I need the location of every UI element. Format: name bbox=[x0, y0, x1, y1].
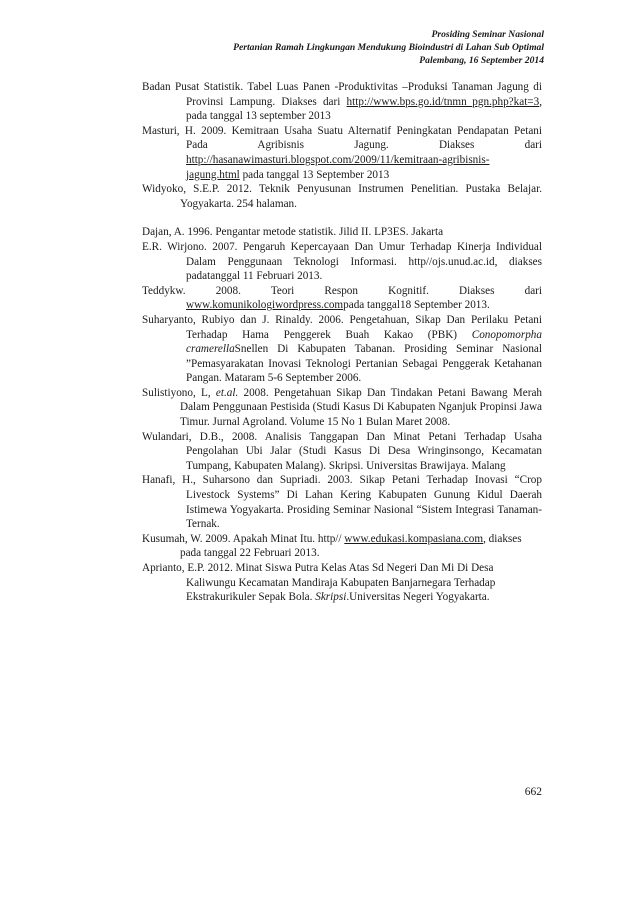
running-header bbox=[233, 28, 544, 67]
reference-item: Sulistiyono, L, et.al. 2008. Pengetahuan Sikap Dan Tindakan Petani Bawang Merah Dalam Penggunaan Pestisida (Studi Kasus Di Kabupaten Nganjuk Propinsi Jawa Timur. Jurnal Agroland. Volume 15 No 1 Bulan Maret 2008. bbox=[142, 386, 543, 429]
reference-item: Kusumah, W. 2009. Apakah Minat Itu. http// www.edukasi.kompasiana.com, diakses pada tanggal 22 Februari 2013. bbox=[142, 532, 522, 560]
header-subtitle: Pertanian Ramah Lingkungan Mendukung Bioindustri di Lahan Sub Optimal bbox=[233, 42, 544, 53]
reference-link[interactable]: http://www.bps.go.id/tnmn_pgn.php?kat=3 bbox=[346, 95, 540, 108]
reference-item: Widyoko, S.E.P. 2012. Teknik Penyusunan Instrumen Penelitian. Pustaka Belajar. Yogyakarta. 254 halaman. bbox=[142, 183, 542, 210]
reference-item: Aprianto, E.P. 2012. Minat Siswa Putra Kelas Atas Sd Negeri Dan Mi Di Desa Kaliwungu Kecamatan Mandiraja Kabupaten Banjarnegara Terhadap Ekstrakurikuler Sepak Bola. Skripsi.Universitas Negeri Yogyakarta. bbox=[142, 562, 496, 604]
reference-item: E.R. Wirjono. 2007. Pengaruh Kepercayaan Dan Umur Terhadap Kinerja Individual Dalam Penggunaan Teknologi Informasi. http//ojs.unud.ac.id, diakses padatanggal 11 Februari 2013. bbox=[142, 240, 542, 283]
header-title: Prosiding Seminar Nasional bbox=[431, 29, 544, 40]
reference-link[interactable]: http://hasanawimasturi.blogspot.com/2009/11/kemitraan-agribisnis-jagung.html bbox=[186, 153, 490, 181]
reference-link[interactable]: www.edukasi.kompasiana.com bbox=[344, 532, 484, 545]
reference-item: Hanafi, H., Suharsono dan Supriadi. 2003. Sikap Petani Terhadap Inovasi “Crop Livestock Systems” Di Lahan Kering Kabupaten Gunung Kidul Daerah Istimewa Yogyakarta. Prosiding Seminar Nasional “Sistem Integrasi Tanaman-Ternak. bbox=[142, 474, 542, 531]
reference-item: Teddykw. 2008. Teori Respon Kognitif. Diakses dari www.komunikologiwordpress.compada tanggal18 September 2013. bbox=[142, 284, 542, 312]
document-type: Skripsi bbox=[315, 591, 347, 604]
reference-item: Wulandari, D.B., 2008. Analisis Tanggapan Dan Minat Petani Terhadap Usaha Pengolahan Ubi Jalar (Studi Kasus Di Desa Wringinsongo, Kecamatan Tumpang, Kabupaten Malang). Skripsi. Universitas Brawijaya. Malang bbox=[142, 430, 542, 472]
reference-item: Suharyanto, Rubiyo dan J. Rinaldy. 2006. Pengetahuan, Sikap Dan Perilaku Petani Terhadap Hama Penggerek Buah Kakao (PBK) Conopomorpha cramerellaSnellen Di Kabupaten Tabanan. Prosiding Seminar Nasional ”Pemasyarakatan Inovasi Teknologi Pertanian Sebagai Penggerak Ketahanan Pangan. Mataram 5-6 September 2006. bbox=[142, 313, 542, 385]
page-number: 662 bbox=[524, 786, 542, 798]
reference-item: Dajan, A. 1996. Pengantar metode statistik. Jilid II. LP3ES. Jakarta bbox=[142, 226, 444, 239]
reference-list bbox=[142, 80, 542, 605]
reference-item: Badan Pusat Statistik. Tabel Luas Panen -Produktivitas –Produksi Tanaman Jagung di Provinsi Lampung. Diakses dari http://www.bps.go.id/tnmn_pgn.php?kat=3, pada tanggal 13 september 2013 bbox=[142, 81, 542, 123]
reference-link[interactable]: www.komunikologiwordpress.com bbox=[186, 299, 344, 312]
header-place-date: Palembang, 16 September 2014 bbox=[419, 55, 544, 66]
reference-item: Masturi, H. 2009. Kemitraan Usaha Suatu Alternatif Peningkatan Pendapatan Petani Pada Agribisnis Jagung. Diakses dari http://hasanawimasturi.blogspot.com/2009/11/kemitraan-agribisnis-jagung.html pada tanggal 13 September 2013 bbox=[142, 124, 542, 181]
species-name: Conopomorpha cramerella bbox=[186, 328, 542, 356]
et-al: et.al. bbox=[215, 386, 239, 399]
